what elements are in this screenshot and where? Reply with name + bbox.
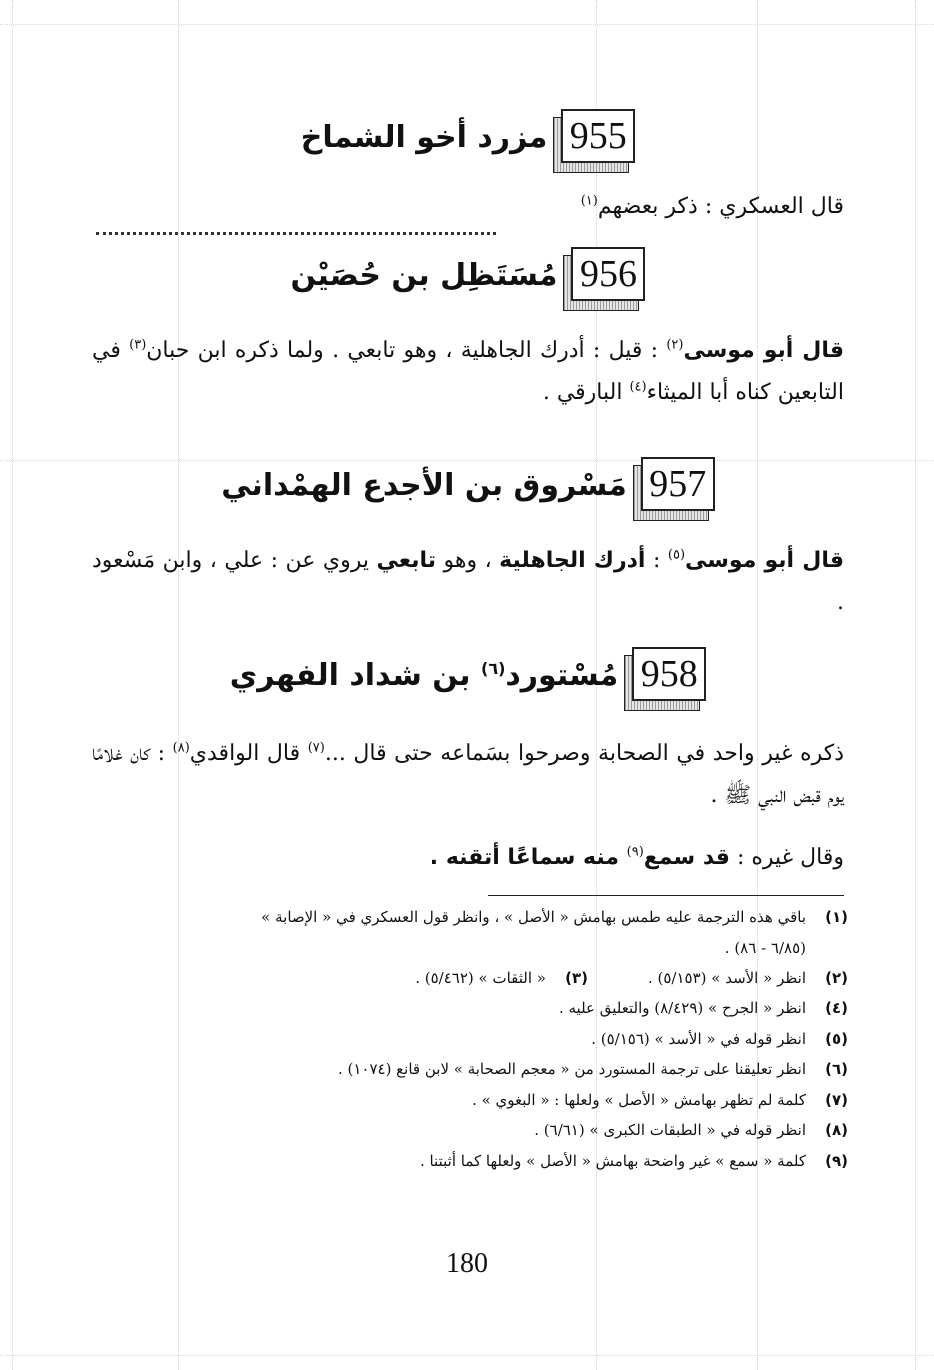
entry-number: 956 [571, 247, 645, 301]
grid-line [0, 1355, 934, 1356]
footnote-number: (٥) [825, 1029, 848, 1048]
footnote [180, 1115, 848, 1146]
footnote-text: كلمة لم تظهر بهامش « الأصل » ولعلها : « البغوي » . [472, 1090, 806, 1109]
grid-line [12, 0, 13, 1370]
title-span: مُسْتورد [505, 657, 619, 693]
footnote [180, 1146, 848, 1177]
footnote-text: كلمة « سمع » غير واضحة بهامش « الأصل » ولعلها كما أثبتنا . [419, 1151, 806, 1170]
paragraph-958-b [92, 837, 844, 879]
text-span: ، وهو [435, 548, 500, 573]
entry-number: 957 [641, 457, 715, 511]
footnote-ref: (٥) [667, 547, 686, 563]
bold-span: قد سمع [643, 845, 730, 870]
footnote-number: (٧) [825, 1090, 848, 1109]
footnote-text: باقي هذه الترجمة عليه طمس بهامش « الأصل » ، وانظر قول العسكري في « الإصابة » [261, 908, 806, 926]
footnote-text: انظر « الأسد » (٥/١٥٣) . [647, 968, 806, 987]
footnote-number: (٢) [825, 968, 848, 987]
footnote-ref: (٤) [629, 379, 647, 395]
footnote-ref: (١) [580, 193, 598, 209]
title-span: بن شداد الفهري [229, 657, 471, 693]
text-span: في التابعين كناه أبا الميثاء [92, 338, 844, 405]
footnote-ref: (٣) [129, 337, 147, 353]
footnote-text: (٦/٨٥ - ٨٦) . [724, 938, 806, 957]
footnote-number: (٤) [825, 999, 848, 1017]
footnote-ref: (٧) [307, 740, 325, 756]
entry-number-badge [641, 457, 719, 513]
bold-span: قال أبو موسى [685, 548, 844, 573]
footnote-number: (٩) [825, 1151, 848, 1170]
page-number: 180 [446, 1248, 488, 1279]
entry-number: 958 [632, 647, 706, 701]
footnote-number: (٣) [565, 968, 588, 987]
entry-heading-957 [90, 448, 850, 522]
entry-title [230, 658, 618, 693]
bold-span: منه سماعًا أتقنه . [429, 845, 627, 870]
footnote [180, 1085, 848, 1116]
footnote [180, 1054, 848, 1085]
footnotes [180, 902, 848, 1176]
footnote-ref: (٦) [481, 658, 506, 678]
entry-number: 955 [561, 109, 635, 163]
bold-span: أدرك الجاهلية [499, 548, 646, 573]
footnote-text: انظر « الجرح » (٨/٤٢٩) والتعليق عليه . [558, 999, 806, 1017]
entry-title: مَسْروق بن الأجدع الهمْداني [221, 467, 627, 503]
paragraph-958 [92, 733, 844, 817]
footnote-ref: (٢) [666, 337, 684, 353]
text-span: البارقي . [542, 380, 630, 405]
footnote-number: (١) [825, 908, 848, 926]
footnote-ref: (٩) [626, 844, 644, 860]
entry-title: مزرد أخو الشماخ [300, 119, 548, 155]
paragraph-956 [92, 330, 844, 414]
entry-heading-958 [90, 638, 850, 712]
text-span: ذكره غير واحد في الصحابة وصرحوا بسَماعه حتى قال ... [324, 741, 844, 766]
bold-span: تابعي [376, 548, 436, 573]
text-span: : كان غلامًا يوم قبض النبي ﷺ . [92, 741, 844, 808]
text-span: قال العسكري : ذكر بعضهم [597, 194, 844, 219]
footnote-ref: (٨) [172, 740, 190, 756]
footnote-text: « الثقات » (٥/٤٦٢) . [415, 968, 546, 987]
entry-number-badge [571, 247, 649, 303]
text-span: وقال غيره : [729, 845, 844, 870]
footnote-number: (٦) [825, 1060, 848, 1078]
entry-heading-955 [90, 100, 850, 174]
footnote-pair [180, 963, 848, 994]
text-span: : [645, 548, 668, 573]
paragraph-957 [92, 540, 844, 624]
entry-title: مُسَتَظِل بن حُصَيْن [290, 257, 558, 293]
footnote [180, 1024, 848, 1055]
footnote [180, 902, 848, 933]
grid-line [0, 24, 934, 25]
text-span: يروي عن : علي ، وابن مَسْعود . [92, 548, 844, 615]
entry-heading-956 [90, 238, 850, 312]
footnote-separator [488, 895, 844, 896]
text-span: : قيل : أدرك الجاهلية ، وهو تابعي . ولما ذكره ابن حبان [146, 338, 667, 363]
entry-number-badge [632, 647, 710, 703]
footnote-text: انظر قوله في « الأسد » (٥/١٥٦) . [591, 1029, 806, 1048]
bold-span: قال أبو موسى [683, 338, 844, 363]
footnote [180, 993, 848, 1024]
footnote-text: انظر تعليقنا على ترجمة المستورد من « معجم الصحابة » لابن قانع (١٠٧٤) . [337, 1060, 806, 1078]
dotted-lacuna [96, 212, 496, 235]
text-span: قال الواقدي [189, 741, 308, 766]
grid-line [915, 0, 916, 1370]
footnote-text: انظر قوله في « الطبقات الكبرى » (٦/٦١) . [534, 1121, 806, 1139]
entry-number-badge [561, 109, 639, 165]
footnote-number: (٨) [825, 1121, 848, 1139]
